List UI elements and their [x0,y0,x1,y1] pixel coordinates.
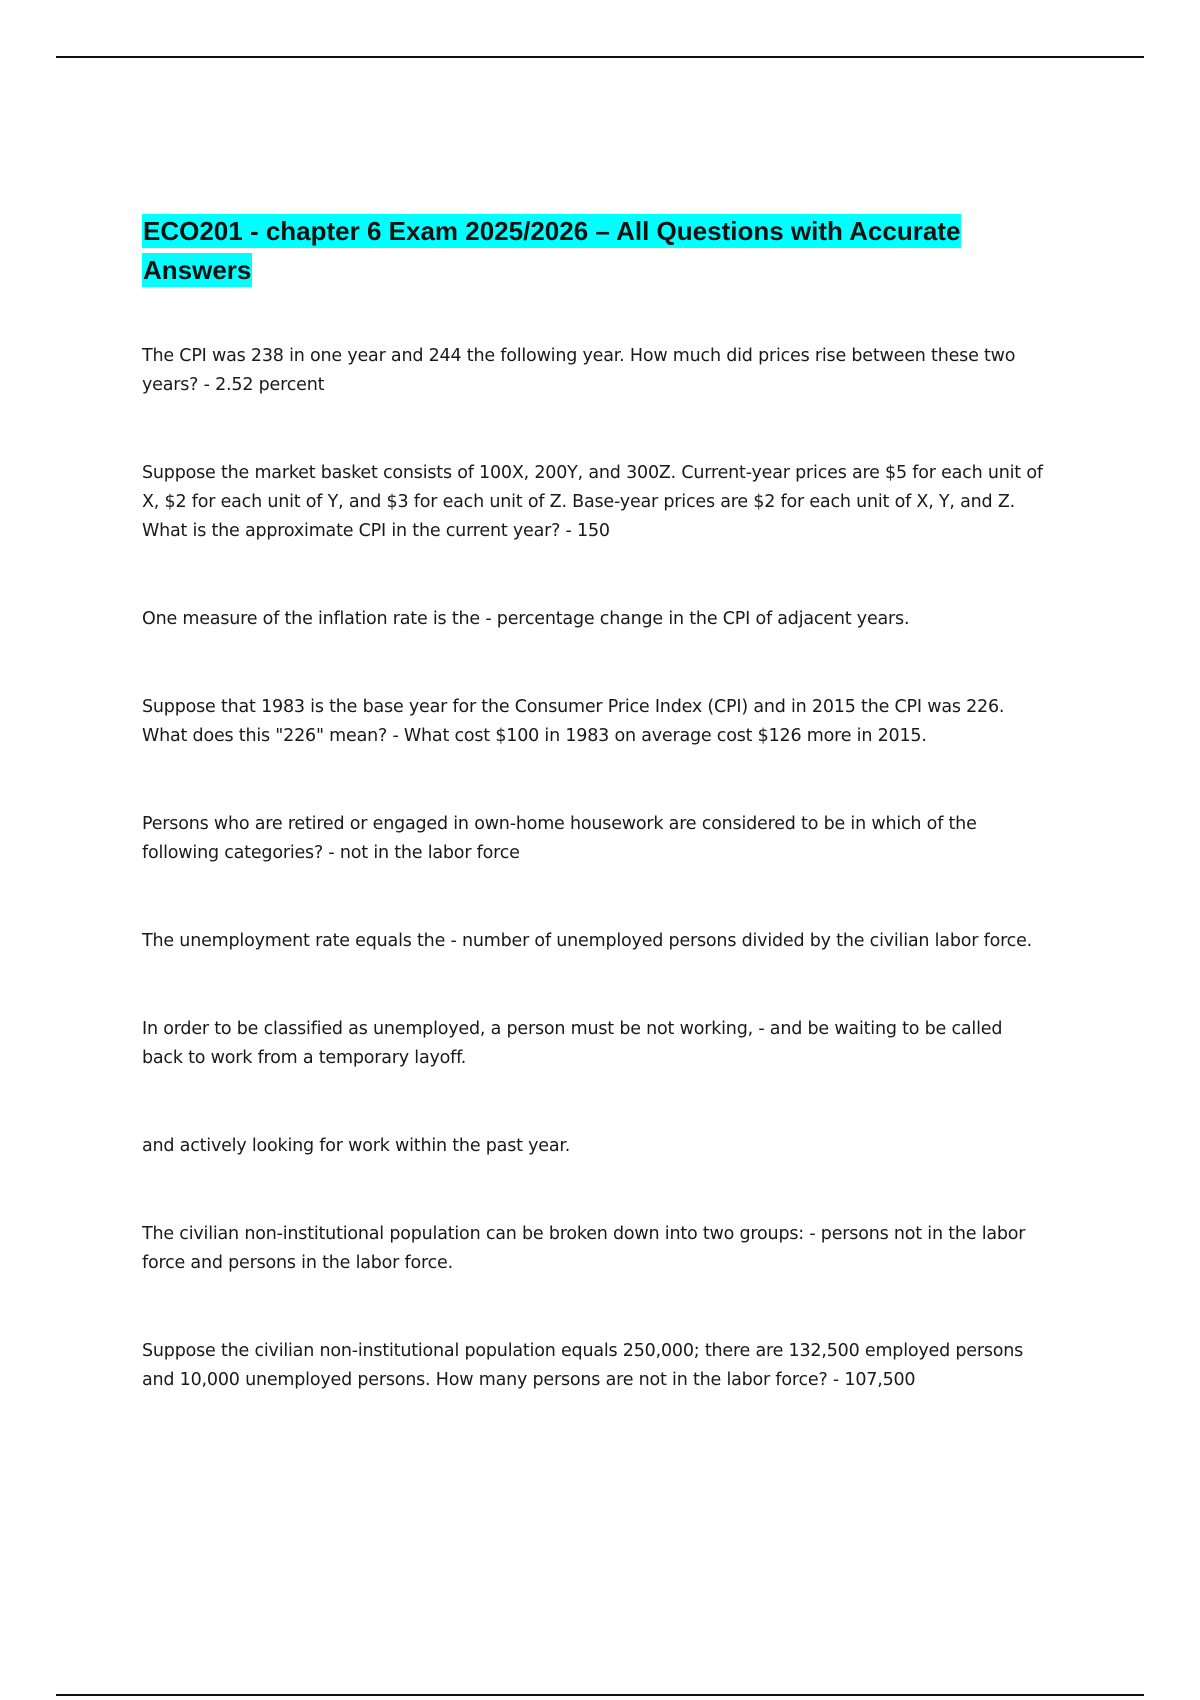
question-answer-8: and actively looking for work within the past year. [142,1136,571,1156]
question-answer-1: The CPI was 238 in one year and 244 the following year. How much did prices rise between these two years? - 2.52 percent [142,346,1016,395]
question-answer-6: The unemployment rate equals the - number of unemployed persons divided by the civilian labor force. [142,931,1033,951]
document-title-text: ECO201 - chapter 6 Exam 2025/2026 – All Questions with Accurate Answers [143,216,961,285]
bottom-rule [56,1694,1144,1696]
question-answer-5: Persons who are retired or engaged in own-home housework are considered to be in which of the following categories? - not in the labor force [142,814,977,863]
document-title [142,212,1072,290]
question-answer-7: In order to be classified as unemployed, a person must be not working, - and be waiting to be called back to work from a temporary layoff. [142,1019,1003,1068]
question-answer-4: Suppose that 1983 is the base year for the Consumer Price Index (CPI) and in 2015 the CPI was 226. What does this "226" mean? - What cost $100 in 1983 on average cost $126 more in 2015. [142,697,1005,746]
top-rule [56,56,1144,58]
question-list [142,342,1072,1395]
question-answer-2: Suppose the market basket consists of 100X, 200Y, and 300Z. Current-year prices are $5 for each unit of X, $2 for each unit of Y, and $3 for each unit of Z. Base-year prices are $2 for each unit of X, Y, and Z. What is the approximate CPI in the current year? - 150 [142,463,1043,541]
question-answer-10: Suppose the civilian non-institutional population equals 250,000; there are 132,500 employed persons and 10,000 unemployed persons. How many persons are not in the labor force? - 107,500 [142,1341,1024,1390]
document-body [142,212,1072,1395]
question-answer-3: One measure of the inflation rate is the - percentage change in the CPI of adjacent years. [142,609,910,629]
question-answer-9: The civilian non-institutional population can be broken down into two groups: - persons not in the labor force and persons in the labor force. [142,1224,1026,1273]
